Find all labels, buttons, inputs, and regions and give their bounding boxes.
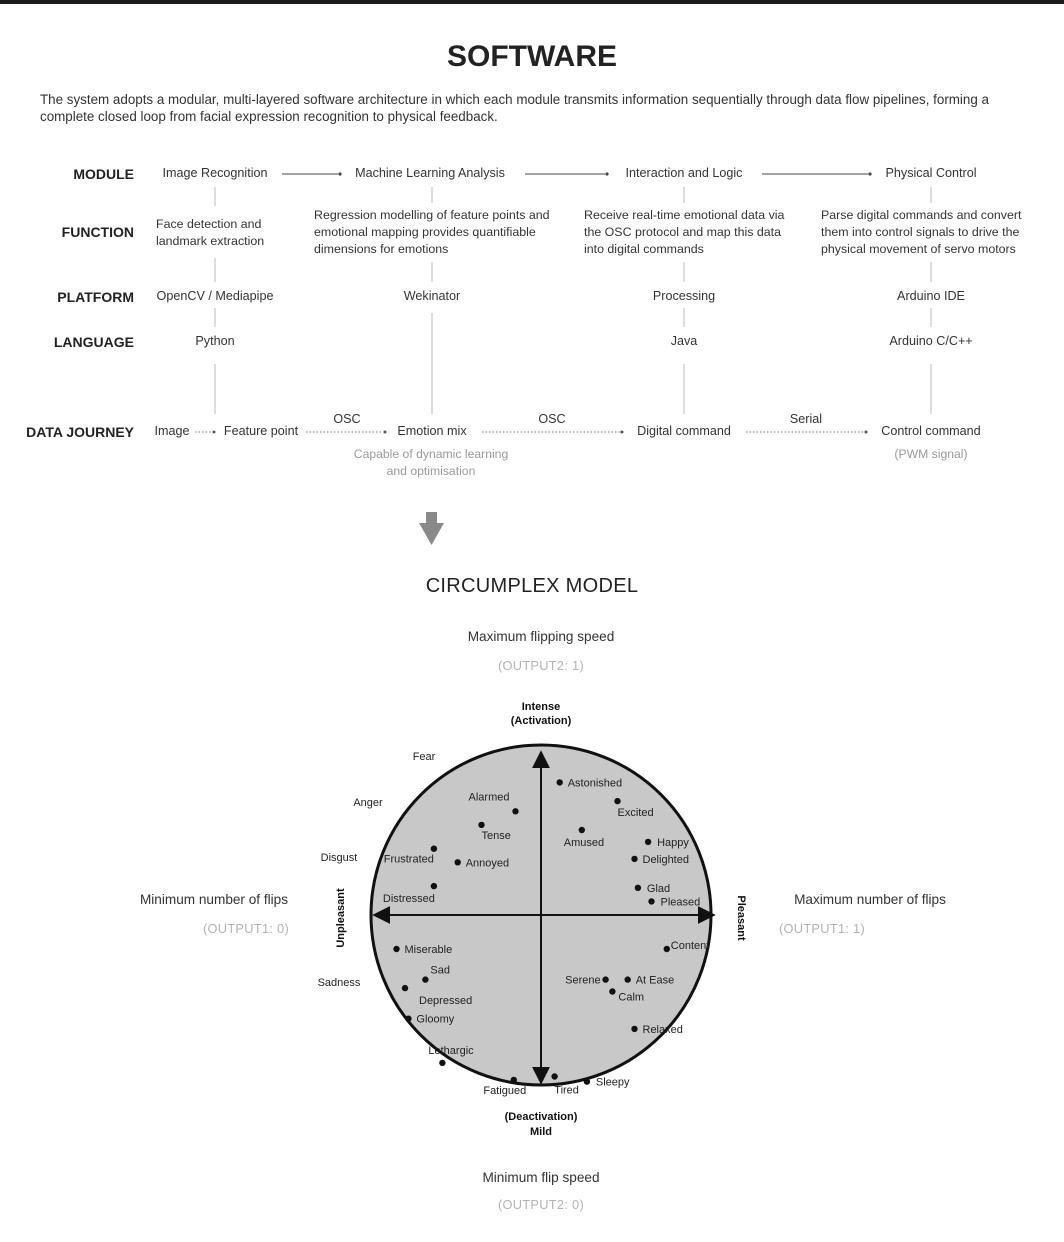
left-label: Minimum number of flips bbox=[139, 892, 289, 907]
platform-opencv: OpenCV / Mediapipe bbox=[156, 289, 274, 303]
label-glad: Glad bbox=[646, 882, 671, 895]
label-depressed: Depressed bbox=[419, 995, 473, 1008]
axis-bottom-line1: (Deactivation) bbox=[504, 1111, 578, 1123]
left-output: (OUTPUT1: 0) bbox=[202, 921, 290, 936]
journey-image: Image bbox=[154, 424, 190, 438]
axis-bottom-line2: Mild bbox=[530, 1126, 552, 1138]
label-tense: Tense bbox=[481, 829, 511, 842]
point-pleased bbox=[648, 898, 654, 904]
label-sleepy: Sleepy bbox=[595, 1076, 630, 1089]
axis-right: Pleasant bbox=[735, 895, 747, 941]
platform-processing: Processing bbox=[652, 289, 716, 303]
label-amused: Amused bbox=[563, 837, 605, 849]
language-python: Python bbox=[195, 334, 235, 348]
top-output: (OUTPUT2: 1) bbox=[497, 658, 585, 673]
axis-top-line1: Intense bbox=[521, 701, 561, 713]
label-serene: Serene bbox=[565, 974, 601, 987]
point-alarmed bbox=[512, 808, 518, 814]
point-annoyed bbox=[455, 859, 461, 865]
label-miserable: Miserable bbox=[404, 944, 453, 956]
point-sleepy bbox=[584, 1078, 590, 1084]
module-physical-control: Physical Control bbox=[885, 166, 977, 180]
function-ml-analysis: Regression modelling of feature points and emotional mapping provides quantifiable dimensions for emotions bbox=[314, 208, 550, 256]
top-label: Maximum flipping speed bbox=[467, 629, 615, 644]
right-label: Maximum number of flips bbox=[794, 892, 946, 907]
row-label-language: LANGUAGE bbox=[53, 334, 134, 350]
journey-feature-point: Feature point bbox=[223, 424, 299, 438]
axis-top-line2: (Activation) bbox=[510, 715, 572, 727]
module-interaction-logic: Interaction and Logic bbox=[625, 166, 743, 180]
point-tense bbox=[478, 822, 484, 828]
right-output: (OUTPUT1: 1) bbox=[778, 921, 866, 936]
function-image-recognition: Face detection and landmark extraction bbox=[156, 217, 265, 248]
point-sad bbox=[422, 976, 428, 982]
function-interaction-logic: Receive real-time emotional data via the OSC protocol and map this data into digital commands bbox=[584, 208, 785, 256]
row-label-function: FUNCTION bbox=[61, 224, 134, 240]
bottom-label: Minimum flip speed bbox=[482, 1170, 600, 1185]
journey-control-command: Control command bbox=[881, 424, 981, 438]
journey-emotion-mix: Emotion mix bbox=[397, 424, 467, 438]
row-label-module: MODULE bbox=[73, 166, 134, 182]
label-tired: Tired bbox=[554, 1084, 579, 1097]
edge-osc-1: OSC bbox=[333, 412, 361, 426]
label-happy: Happy bbox=[657, 836, 689, 849]
platform-arduino-ide: Arduino IDE bbox=[897, 289, 965, 303]
row-label-platform: PLATFORM bbox=[57, 289, 134, 305]
function-physical-control: Parse digital commands and convert them into control signals to drive the physical movement of servo motors bbox=[821, 208, 1022, 256]
outer-label-fear: Fear bbox=[412, 751, 436, 763]
point-tired bbox=[551, 1073, 557, 1079]
journey-digital-command: Digital command bbox=[637, 424, 731, 438]
point-glad bbox=[635, 885, 641, 891]
point-excited bbox=[614, 798, 620, 804]
point-delighted bbox=[631, 856, 637, 862]
control-command-note: (PWM signal) bbox=[894, 447, 968, 461]
language-java: Java bbox=[670, 334, 698, 348]
point-amused bbox=[579, 827, 585, 833]
label-distressed: Distressed bbox=[382, 893, 435, 906]
point-distressed bbox=[431, 883, 437, 889]
point-content bbox=[664, 946, 670, 952]
label-sad: Sad bbox=[430, 964, 450, 977]
point-calm bbox=[609, 988, 615, 994]
label-pleased: Pleased bbox=[660, 896, 701, 909]
point-depressed bbox=[402, 985, 408, 991]
label-frustrated: Frustrated bbox=[383, 853, 434, 866]
point-frustrated bbox=[431, 846, 437, 852]
module-image-recognition: Image Recognition bbox=[162, 166, 268, 180]
edge-serial: Serial bbox=[789, 412, 823, 426]
label-delighted: Delighted bbox=[642, 853, 689, 866]
label-astonished: Astonished bbox=[567, 777, 623, 790]
circumplex-title: CIRCUMPLEX MODEL bbox=[425, 575, 639, 597]
outer-label-disgust: Disgust bbox=[320, 852, 358, 864]
point-gloomy bbox=[405, 1016, 411, 1022]
edge-osc-2: OSC bbox=[538, 412, 566, 426]
label-fatigued: Fatigued bbox=[483, 1084, 527, 1097]
point-astonished bbox=[557, 779, 563, 785]
module-ml-analysis: Machine Learning Analysis bbox=[355, 166, 505, 180]
point-serene bbox=[602, 976, 608, 982]
point-lethargic bbox=[439, 1060, 445, 1066]
label-lethargic: Lethargic bbox=[428, 1044, 474, 1057]
row-label-data-journey: DATA JOURNEY bbox=[26, 424, 134, 440]
label-at-ease: At Ease bbox=[635, 974, 675, 987]
section-title: SOFTWARE bbox=[447, 40, 617, 73]
bottom-output: (OUTPUT2: 0) bbox=[497, 1197, 585, 1212]
intro-paragraph: The system adopts a modular, multi-layered software architecture in which each module transmits information sequentially through data flow pipelines, forming a complete closed loop from facial expression recognition to physical feedback. bbox=[40, 92, 989, 124]
label-annoyed: Annoyed bbox=[465, 857, 510, 870]
outer-label-sadness: Sadness bbox=[317, 977, 361, 989]
label-content: Content bbox=[670, 940, 710, 952]
point-happy bbox=[645, 839, 651, 845]
label-alarmed: Alarmed bbox=[468, 791, 510, 804]
label-calm: Calm bbox=[618, 991, 645, 1004]
label-excited: Excited bbox=[617, 807, 654, 820]
outer-label-anger: Anger bbox=[353, 797, 383, 809]
axis-left: Unpleasant bbox=[335, 888, 347, 948]
point-relaxed bbox=[631, 1026, 637, 1032]
label-relaxed: Relaxed bbox=[642, 1023, 683, 1036]
point-miserable bbox=[393, 946, 399, 952]
platform-wekinator: Wekinator bbox=[403, 289, 461, 303]
point-at-ease bbox=[625, 976, 631, 982]
language-arduino-c: Arduino C/C++ bbox=[889, 334, 973, 348]
emotion-mix-note: Capable of dynamic learning and optimisation bbox=[353, 447, 509, 478]
label-gloomy: Gloomy bbox=[416, 1013, 455, 1026]
point-fatigued bbox=[511, 1077, 517, 1083]
